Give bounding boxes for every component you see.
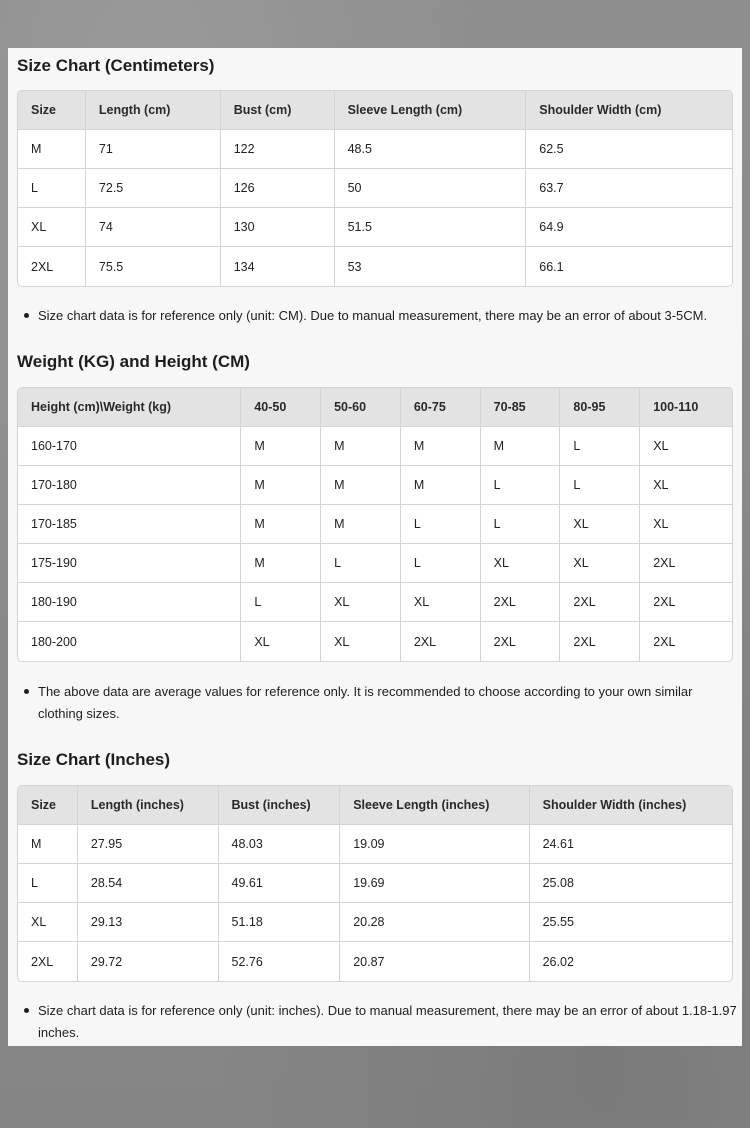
table-cell: 2XL	[18, 942, 78, 981]
table-cell: L	[401, 505, 481, 544]
table-cell: 2XL	[640, 544, 732, 583]
table-cell: M	[241, 544, 321, 583]
table-cell: XL	[401, 583, 481, 622]
table-cell: 75.5	[86, 247, 221, 286]
table-cell: 160-170	[18, 427, 241, 466]
table-cell: M	[321, 505, 401, 544]
table-cell: M	[321, 427, 401, 466]
table-cell: 180-190	[18, 583, 241, 622]
table-cell: XL	[640, 466, 732, 505]
column-header: 100-110	[640, 388, 732, 427]
table-cell: 29.72	[78, 942, 219, 981]
table-cell: M	[401, 427, 481, 466]
table-row	[18, 864, 732, 903]
table-cell: L	[481, 466, 561, 505]
column-header: Bust (cm)	[221, 91, 335, 130]
table-cell: XL	[560, 505, 640, 544]
table-cell: L	[321, 544, 401, 583]
table-row	[18, 903, 732, 942]
table-cell: 51.18	[219, 903, 341, 942]
table-cell: 50	[335, 169, 527, 208]
column-header: Height (cm)\Weight (kg)	[18, 388, 241, 427]
table-cell: XL	[640, 427, 732, 466]
size-guide-panel	[8, 48, 742, 1046]
table-cell: XL	[18, 208, 86, 247]
table-row	[18, 583, 732, 622]
table-header-row	[18, 388, 732, 427]
table-cell: 2XL	[653, 634, 676, 649]
table-cell: 126	[221, 169, 335, 208]
table-cell: L	[401, 544, 481, 583]
table-cell: 2XL	[640, 583, 732, 622]
table-cell: XL	[640, 505, 732, 544]
table-cell: 25.55	[530, 903, 732, 942]
table-cell: 25.08	[530, 864, 732, 903]
table-cell: M	[18, 825, 78, 864]
column-header: Length (cm)	[86, 91, 221, 130]
table-cell: 72.5	[86, 169, 221, 208]
table-cell: 51.5	[335, 208, 527, 247]
table-header-row	[18, 786, 732, 825]
table-row	[18, 427, 732, 466]
column-header: Shoulder Width (inches)	[530, 786, 732, 825]
column-header: 80-95	[560, 388, 640, 427]
table-cell: 29.13	[78, 903, 219, 942]
table-cell: 48.03	[219, 825, 341, 864]
column-header: Sleeve Length (cm)	[335, 91, 527, 130]
column-header: 70-85	[481, 388, 561, 427]
table-cell: XL	[321, 583, 401, 622]
table-cell: 20.87	[340, 942, 529, 981]
table-row	[18, 825, 732, 864]
table-cell: M	[241, 505, 321, 544]
table-cell: 48.5	[335, 130, 527, 169]
column-header: Length (inches)	[78, 786, 219, 825]
table-cell: L	[18, 169, 86, 208]
table-cell: 2XL	[560, 583, 640, 622]
cm-chart-title: Size Chart (Centimeters)	[17, 56, 215, 75]
weight-height-table	[17, 387, 733, 662]
inch-size-table	[17, 785, 733, 982]
table-cell: 28.54	[78, 864, 219, 903]
table-header-row	[18, 91, 732, 130]
table-cell: 122	[221, 130, 335, 169]
weight-chart-title: Weight (KG) and Height (CM)	[17, 352, 250, 371]
table-cell: 19.69	[340, 864, 529, 903]
table-cell: 24.61	[530, 825, 732, 864]
table-row	[18, 505, 732, 544]
table-cell: 74	[86, 208, 221, 247]
table-cell: 180-200	[18, 622, 241, 661]
table-cell: 2XL	[481, 622, 561, 661]
table-cell: 26.02	[542, 954, 574, 969]
table-cell: XL	[481, 544, 561, 583]
table-row	[18, 208, 732, 247]
table-cell: 71	[86, 130, 221, 169]
table-cell: 130	[221, 208, 335, 247]
table-cell: M	[241, 466, 321, 505]
table-row	[18, 466, 732, 505]
inch-chart-note: Size chart data is for reference only (unit: inches). Due to manual measurement, there may be an error of about 1.18-1.97 inches.	[38, 1000, 738, 1043]
weight-chart-note: The above data are average values for reference only. It is recommended to choose according to your own similar clothing sizes.	[38, 681, 738, 724]
table-cell: 2XL	[401, 622, 481, 661]
table-cell: XL	[18, 903, 78, 942]
table-cell: 170-185	[18, 505, 241, 544]
table-cell: M	[241, 427, 321, 466]
table-cell: 20.28	[340, 903, 529, 942]
table-cell: 2XL	[481, 583, 561, 622]
table-cell: M	[401, 466, 481, 505]
table-cell: 170-180	[18, 466, 241, 505]
table-cell: 19.09	[340, 825, 529, 864]
table-cell: 134	[221, 247, 335, 286]
column-header: 60-75	[401, 388, 481, 427]
table-row	[18, 130, 732, 169]
table-cell: 62.5	[526, 130, 732, 169]
table-cell: 66.1	[539, 259, 564, 274]
table-row	[18, 942, 732, 981]
table-cell: L	[560, 427, 640, 466]
table-cell: L	[18, 864, 78, 903]
table-cell: M	[481, 427, 561, 466]
table-cell: 64.9	[526, 208, 732, 247]
table-cell: L	[241, 583, 321, 622]
table-row	[18, 622, 732, 661]
table-row	[18, 544, 732, 583]
table-cell: L	[560, 466, 640, 505]
table-row	[18, 247, 732, 286]
table-cell: 2XL	[560, 622, 640, 661]
table-cell: 63.7	[526, 169, 732, 208]
table-cell: XL	[241, 622, 321, 661]
table-cell: 27.95	[78, 825, 219, 864]
table-row	[18, 169, 732, 208]
table-cell: 2XL	[18, 247, 86, 286]
table-cell: 49.61	[219, 864, 341, 903]
cm-chart-note: Size chart data is for reference only (unit: CM). Due to manual measurement, there may be an error of about 3-5CM.	[38, 305, 738, 327]
column-header: Bust (inches)	[219, 786, 341, 825]
column-header: Sleeve Length (inches)	[340, 786, 529, 825]
table-cell: M	[321, 466, 401, 505]
column-header: Size	[18, 786, 78, 825]
table-cell: M	[18, 130, 86, 169]
table-cell: 175-190	[18, 544, 241, 583]
cm-size-table	[17, 90, 733, 287]
column-header: 50-60	[321, 388, 401, 427]
column-header: Size	[18, 91, 86, 130]
column-header: Shoulder Width (cm)	[526, 91, 732, 130]
table-cell: XL	[321, 622, 401, 661]
table-cell: 53	[335, 247, 527, 286]
inch-chart-title: Size Chart (Inches)	[17, 750, 171, 769]
table-cell: XL	[560, 544, 640, 583]
column-header: 40-50	[241, 388, 321, 427]
table-cell: 52.76	[219, 942, 341, 981]
table-cell: L	[481, 505, 561, 544]
